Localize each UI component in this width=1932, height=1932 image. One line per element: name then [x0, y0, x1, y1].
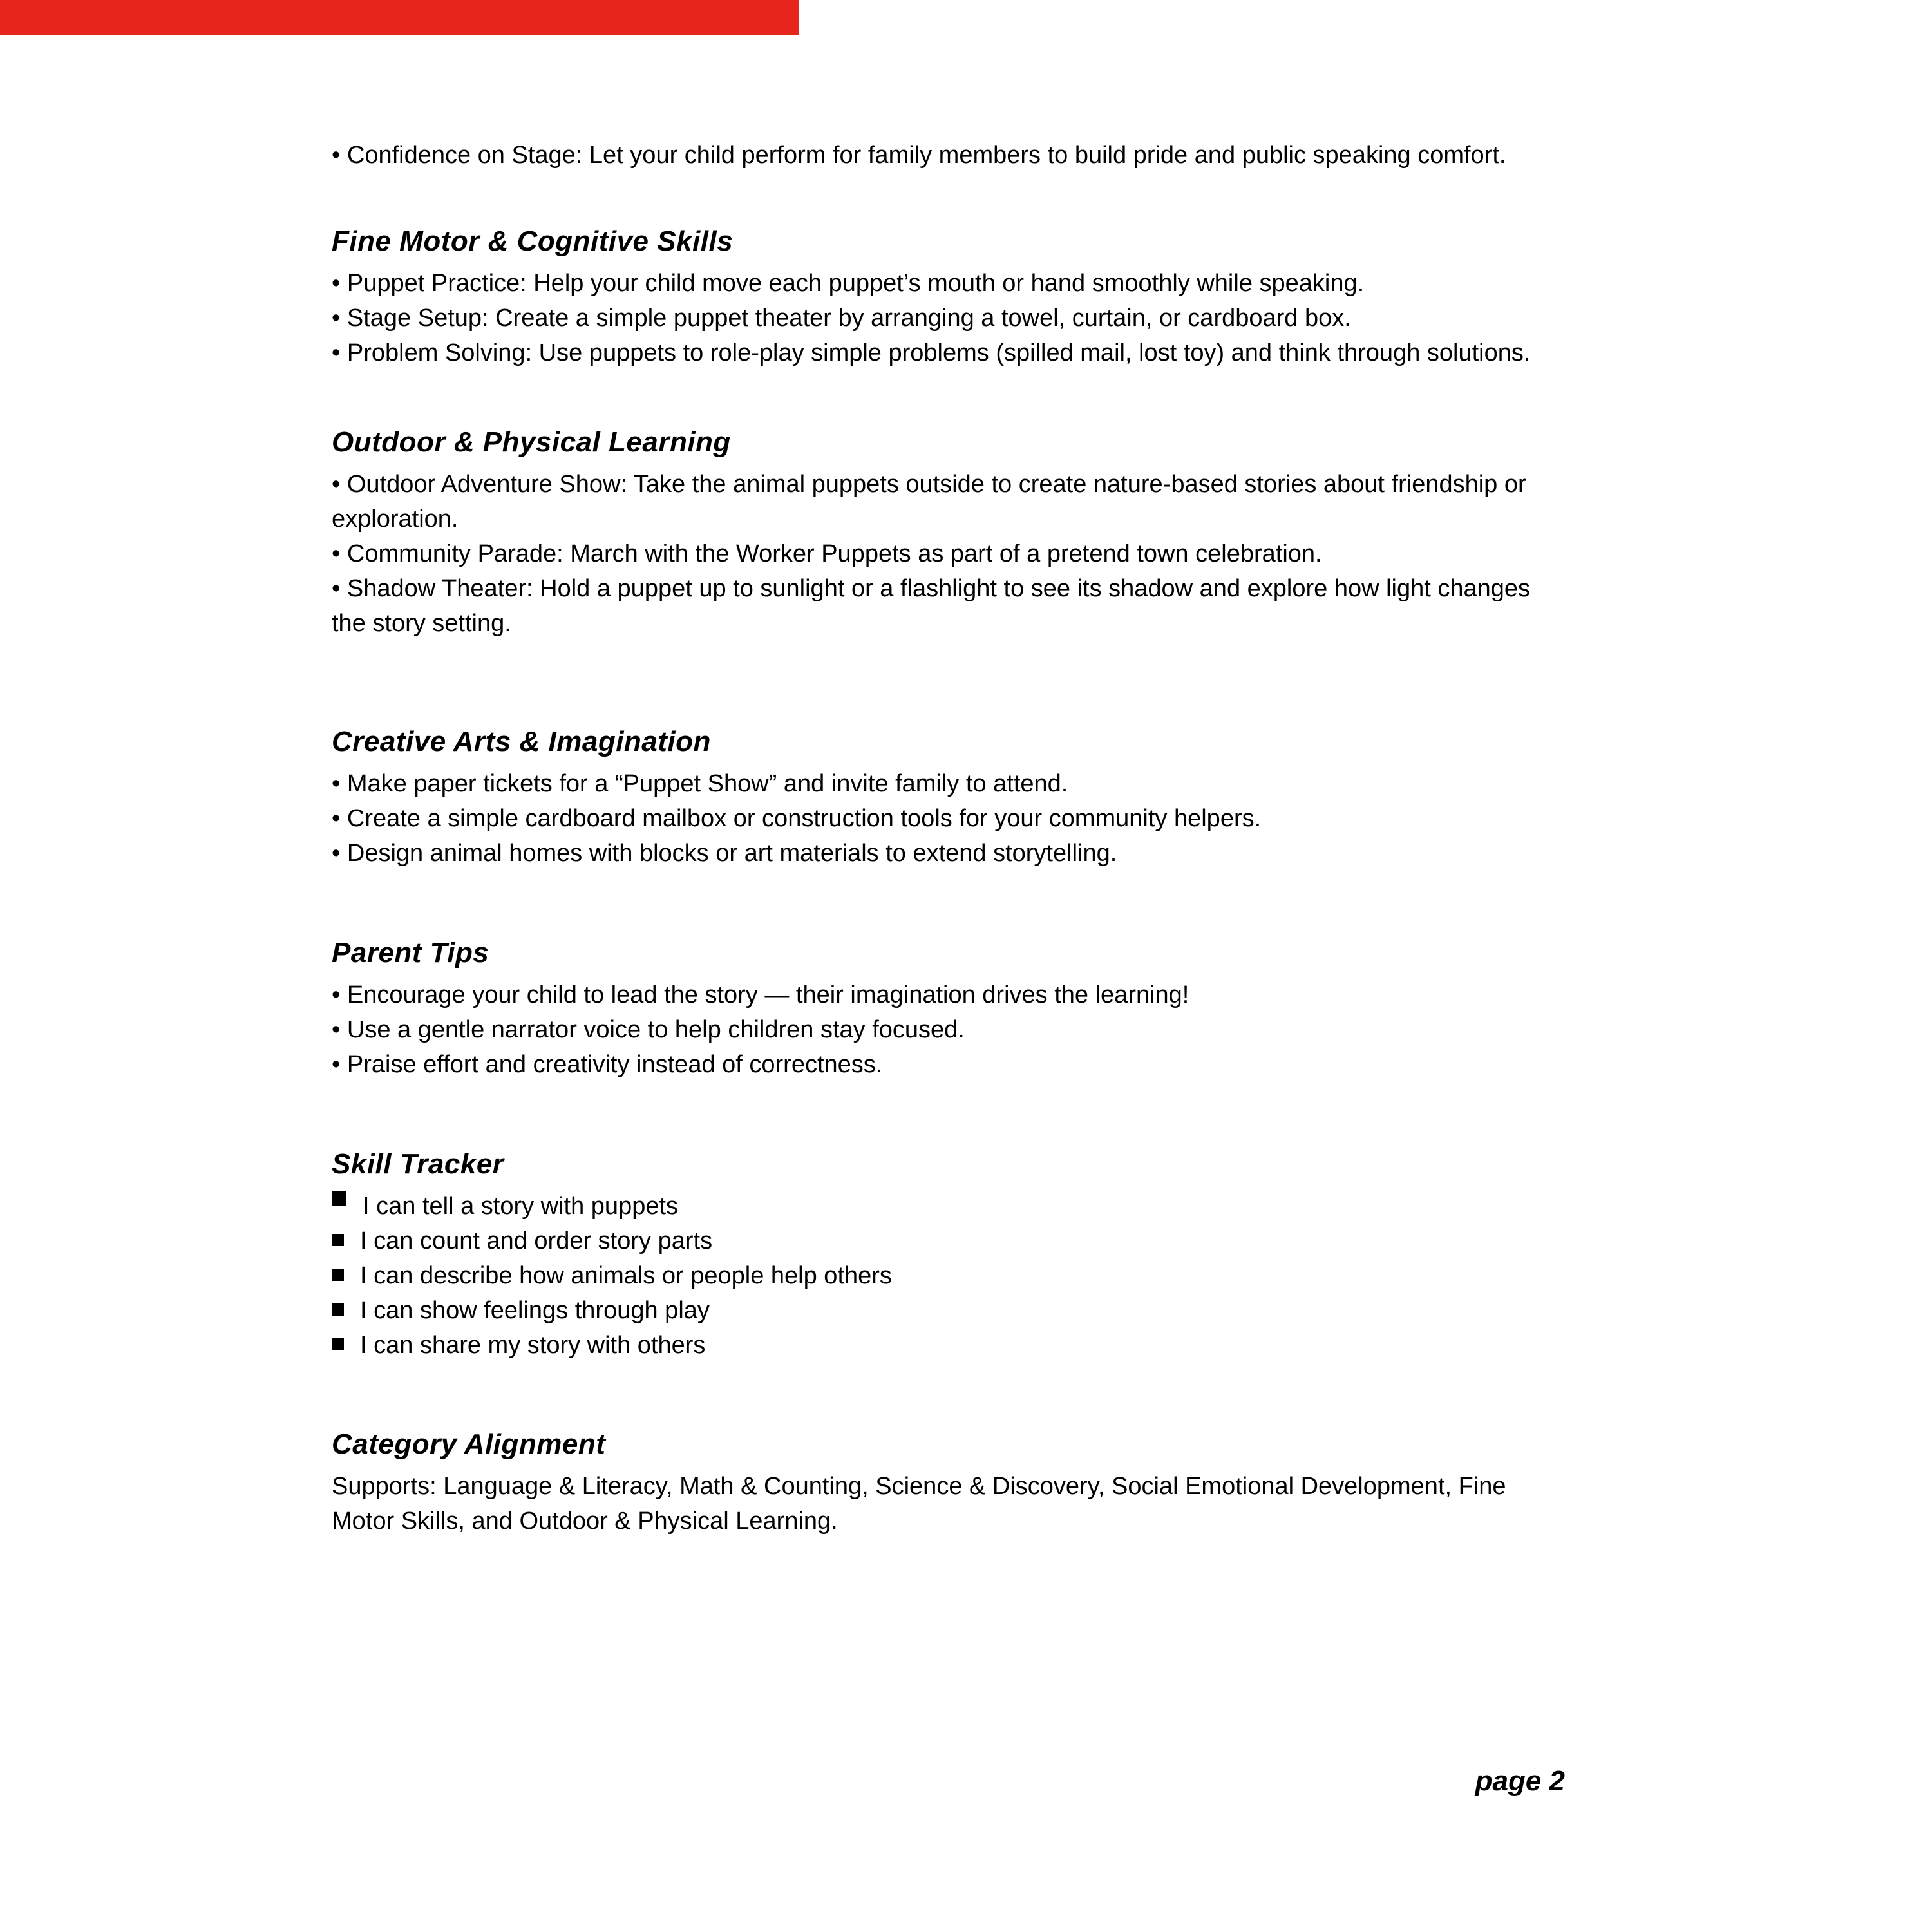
section-heading-category-alignment: Category Alignment: [332, 1428, 606, 1460]
bullet-item-paper-tickets: • Make paper tickets for a “Puppet Show” and invite family to attend.: [332, 766, 1542, 801]
bullet-item-design-animal-homes: • Design animal homes with blocks or art materials to extend storytelling.: [332, 836, 1542, 871]
document-content: [332, 0, 1565, 1799]
checklist-item-label: I can count and order story parts: [360, 1227, 713, 1255]
bullet-item-gentle-narrator-voice: • Use a gentle narrator voice to help children stay focused.: [332, 1012, 1542, 1047]
checklist-item-label: I can share my story with others: [360, 1332, 706, 1359]
bullet-list-creative-arts: [332, 766, 1542, 871]
checkbox-square-icon: [332, 1303, 344, 1316]
checklist-item: [332, 1189, 1542, 1224]
category-alignment-text: Supports: Language & Literacy, Math & Counting, Science & Discovery, Social Emotional Development, Fine Motor Skills, and Outdoor & Physical Learning.: [332, 1473, 1506, 1535]
checkbox-square-icon: [332, 1191, 346, 1206]
bullet-item-problem-solving: • Problem Solving: Use puppets to role-play simple problems (spilled mail, lost toy) and think through solutions.: [332, 336, 1542, 370]
skill-tracker-checklist: [332, 1189, 1542, 1363]
bullet-item-shadow-theater: • Shadow Theater: Hold a puppet up to sunlight or a flashlight to see its shadow and explore how light changes the story setting.: [332, 571, 1542, 641]
section-heading-outdoor-physical-learning: Outdoor & Physical Learning: [332, 426, 731, 458]
bullet-item-cardboard-mailbox: • Create a simple cardboard mailbox or construction tools for your community helpers.: [332, 801, 1542, 836]
bullet-list-parent-tips: [332, 978, 1542, 1082]
page-footer: [332, 1764, 1565, 1799]
bullet-item-encourage-lead-story: • Encourage your child to lead the story — their imagination drives the learning!: [332, 978, 1542, 1012]
checklist-item-label: I can tell a story with puppets: [363, 1193, 679, 1220]
section-heading-creative-arts-imagination: Creative Arts & Imagination: [332, 726, 711, 757]
section-heading-parent-tips: Parent Tips: [332, 937, 489, 969]
checkbox-square-icon: [332, 1338, 344, 1350]
checkbox-square-icon: [332, 1269, 344, 1281]
bullet-list-outdoor-physical: [332, 467, 1542, 641]
checklist-item: [332, 1328, 1542, 1363]
checkbox-square-icon: [332, 1234, 344, 1246]
section-heading-skill-tracker: Skill Tracker: [332, 1148, 504, 1180]
checklist-item: [332, 1258, 1542, 1293]
bullet-item-puppet-practice: • Puppet Practice: Help your child move each puppet’s mouth or hand smoothly while speaking.: [332, 266, 1542, 301]
checklist-item-label: I can describe how animals or people help others: [360, 1262, 892, 1289]
section-heading-fine-motor-cognitive-skills: Fine Motor & Cognitive Skills: [332, 225, 734, 257]
bullet-item-praise-effort: • Praise effort and creativity instead of correctness.: [332, 1047, 1542, 1082]
bullet-item-confidence-on-stage: • Confidence on Stage: Let your child perform for family members to build pride and public speaking comfort.: [332, 138, 1542, 173]
bullet-item-community-parade: • Community Parade: March with the Worker Puppets as part of a pretend town celebration.: [332, 536, 1542, 571]
checklist-item: [332, 1293, 1542, 1328]
checklist-item-label: I can show feelings through play: [360, 1297, 710, 1324]
checklist-item: [332, 1224, 1542, 1258]
page-number-label: page 2: [1475, 1765, 1565, 1797]
bullet-list-fine-motor: [332, 266, 1542, 370]
bullet-item-outdoor-adventure-show: • Outdoor Adventure Show: Take the animal puppets outside to create nature-based stories about friendship or exploration.: [332, 467, 1542, 536]
bullet-item-stage-setup: • Stage Setup: Create a simple puppet theater by arranging a towel, curtain, or cardboard box.: [332, 301, 1542, 336]
